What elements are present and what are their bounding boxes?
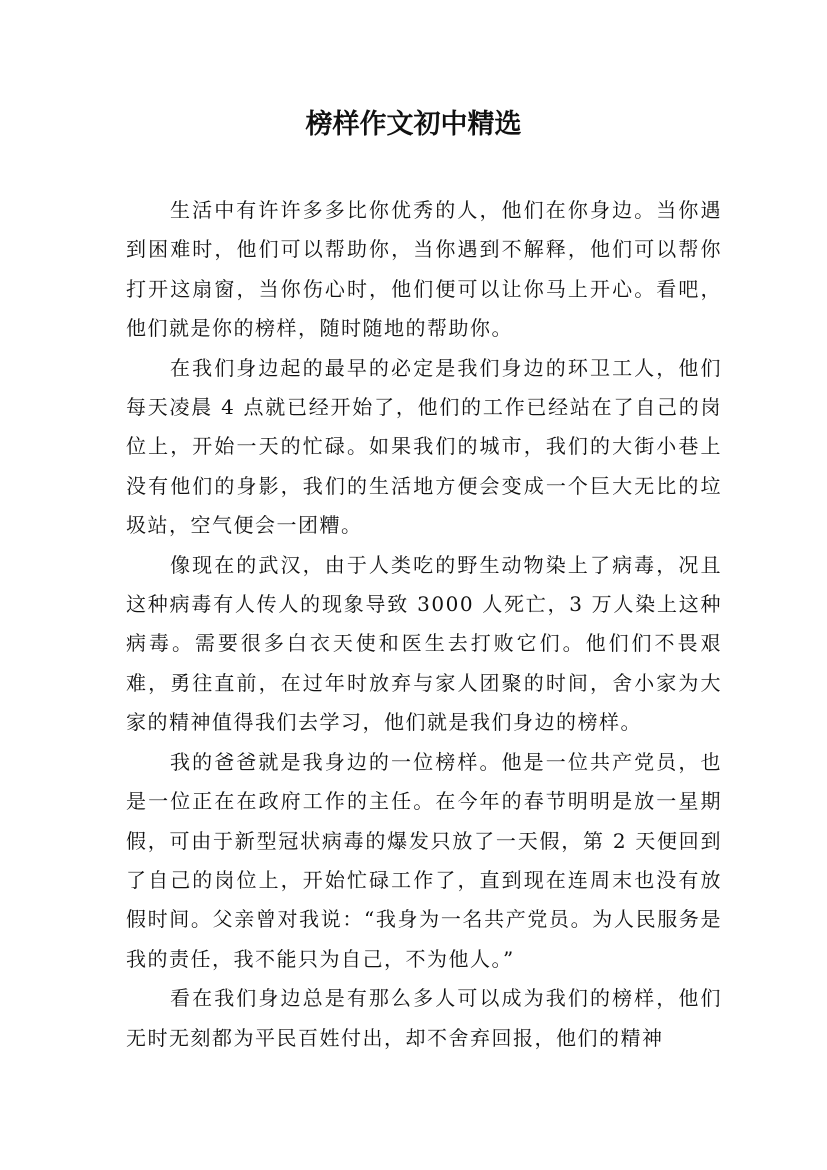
paragraph-2: 在我们身边起的最早的必定是我们身边的环卫工人，他们每天凌晨 4 点就已经开始了，他们的工作已经站在了自己的岗位上，开始一天的忙碌。如果我们的城市，我们的大街小巷上没有他们的身影，我们的生活地方便会变成一个巨大无比的垃圾站，空气便会一团糟。 [126, 355, 722, 538]
paragraph-3: 像现在的武汉，由于人类吃的野生动物染上了病毒，况且这种病毒有人传人的现象导致 3000 人死亡，3 万人染上这种病毒。需要很多白衣天使和医生去打败它们。他们们不畏艰难，勇往直前，在过年时放弃与家人团聚的时间，舍小家为大家的精神值得我们去学习，他们就是我们身边的榜样。 [126, 552, 722, 735]
document-title: 榜样作文初中精选 [305, 109, 522, 140]
document-body [126, 191, 722, 1058]
paragraph-1: 生活中有许许多多比你优秀的人，他们在你身边。当你遇到困难时，他们可以帮助你，当你遇到不解释，他们可以帮你打开这扇窗，当你伤心时，他们便可以让你马上开心。看吧，他们就是你的榜样，随时随地的帮助你。 [126, 198, 722, 341]
paragraph-4: 我的爸爸就是我身边的一位榜样。他是一位共产党员，也是一位正在在政府工作的主任。在今年的春节明明是放一星期假，可由于新型冠状病毒的爆发只放了一天假，第 2 天便回到了自己的岗位上，开始忙碌工作了，直到现在连周末也没有放假时间。父亲曾对我说：“我身为一名共产党员。为人民服务是我的责任，我不能只为自己，不为他人。” [126, 749, 722, 971]
paragraph-5: 看在我们身边总是有那么多人可以成为我们的榜样，他们无时无刻都为平民百姓付出，却不舍弃回报，他们的精神 [126, 986, 722, 1050]
